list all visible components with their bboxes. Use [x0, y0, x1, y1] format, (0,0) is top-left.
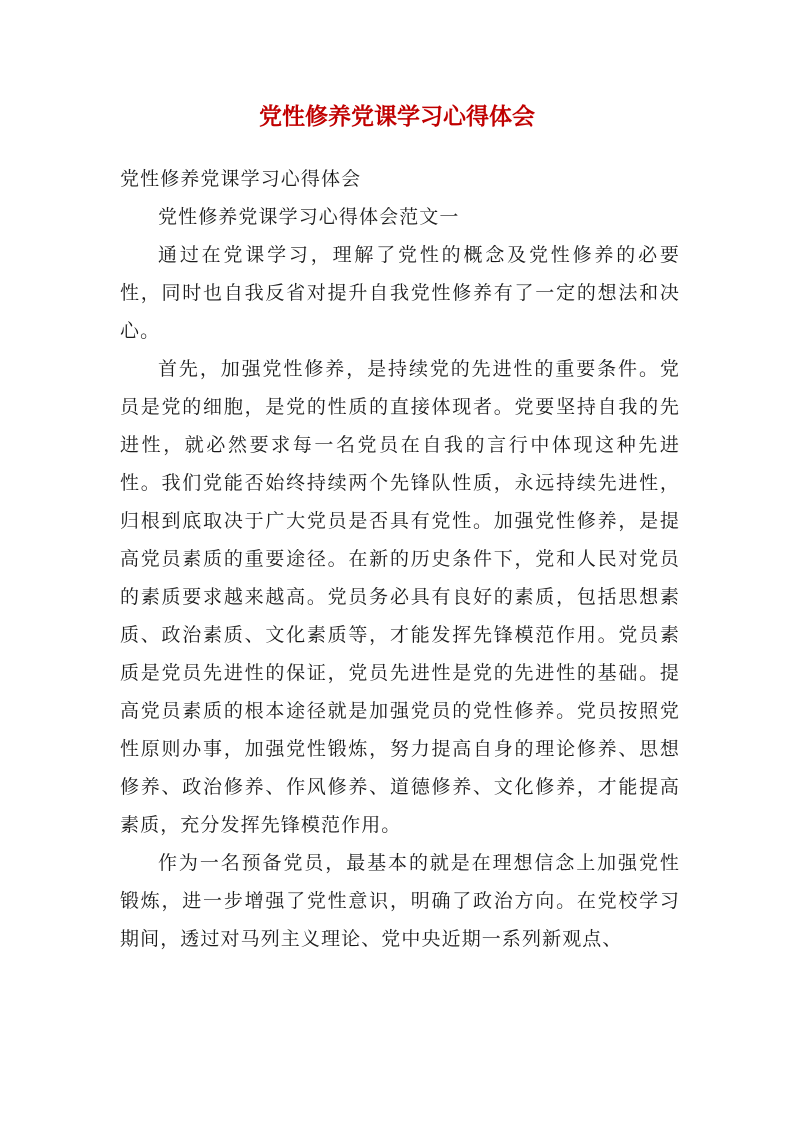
document-body	[120, 160, 680, 958]
paragraph-2: 首先，加强党性修养，是持续党的先进性的重要条件。党员是党的细胞，是党的性质的直接体现者。党要坚持自我的先进性，就必然要求每一名党员在自我的言行中体现这种先进性。我们党能否始终持续两个先锋队性质，永远持续先进性，归根到底取决于广大党员是否具有党性。加强党性修养，是提高党员素质的重要途径。在新的历史条件下，党和人民对党员的素质要求越来越高。党员务必具有良好的素质，包括思想素质、政治素质、文化素质等，才能发挥先锋模范作用。党员素质是党员先进性的保证，党员先进性是党的先进性的基础。提高党员素质的根本途径就是加强党员的党性修养。党员按照党性原则办事，加强党性锻炼，努力提高自身的理论修养、思想修养、政治修养、作风修养、道德修养、文化修养，才能提高素质，充分发挥先锋模范作用。	[120, 358, 680, 836]
document-title: 党性修养党课学习心得体会	[259, 103, 535, 130]
document-subtitle: 党性修养党课学习心得体会	[120, 168, 362, 190]
paragraph-1: 通过在党课学习，理解了党性的概念及党性修养的必要性，同时也自我反省对提升自我党性修养有了一定的想法和决心。	[120, 244, 680, 342]
section-heading: 党性修养党课学习心得体会范文一	[158, 206, 460, 228]
paragraph-3: 作为一名预备党员，最基本的就是在理想信念上加强党性锻炼，进一步增强了党性意识，明确了政治方向。在党校学习期间，透过对马列主义理论、党中央近期一系列新观点、	[120, 852, 680, 950]
